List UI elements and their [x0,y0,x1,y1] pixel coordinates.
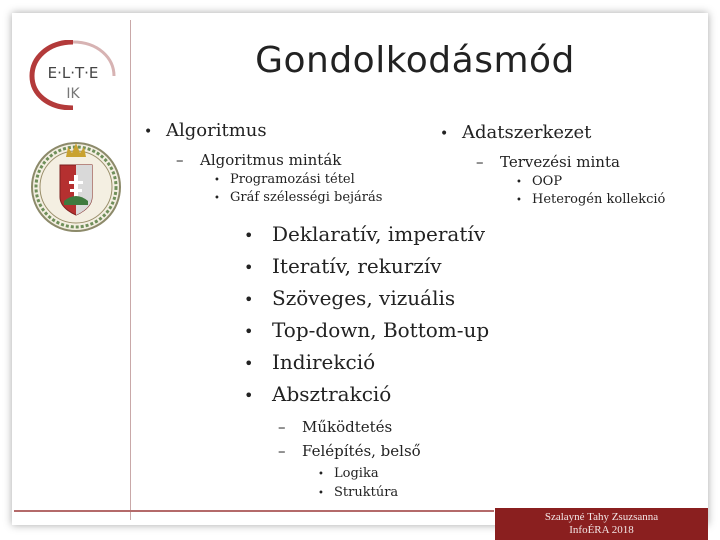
list-item: • Heterogén kollekció [516,192,666,207]
logo-text: E·L·T·E [47,64,99,82]
left-heading: Algoritmus [166,120,267,141]
right-sub: Tervezési minta [500,153,620,171]
list-item: • Programozási tétel [214,172,355,187]
list-item: • Top-down, Bottom-up [244,318,490,342]
right-sub-item: – Tervezési minta [476,153,620,171]
left-column [144,120,382,205]
elte-ik-logo [28,40,118,110]
list-item: – Felépítés, belső [278,442,421,460]
page-title: Gondolkodásmód [255,40,575,81]
footer-author: Szalayné Tahy Zsuzsanna [544,511,659,523]
left-divider [130,20,131,520]
left-heading-item: • Algoritmus [144,120,267,141]
list-item: • Iteratív, rekurzív [244,254,442,278]
list-item: • Szöveges, vizuális [244,286,456,310]
left-sub-item: – Algoritmus minták [176,151,342,169]
right-column [440,122,665,207]
list-item: – Működtetés [278,418,393,436]
right-heading-item: • Adatszerkezet [440,122,592,143]
list-item: • Logika [318,466,379,481]
footer-banner [495,508,708,540]
middle-list [244,222,489,504]
university-seal [28,135,124,235]
list-item: • Deklaratív, imperatív [244,222,486,246]
footer-event: InfoÉRA 2018 [569,524,634,536]
list-item: • OOP [516,174,563,189]
logo-sub-text: IK [66,86,80,102]
list-item: • Indirekció [244,350,376,374]
list-item: • Absztrakció [244,382,392,406]
left-sub: Algoritmus minták [200,151,342,169]
bottom-divider [14,510,494,512]
list-item: • Gráf szélességi bejárás [214,190,383,205]
list-item: • Struktúra [318,485,399,500]
right-heading: Adatszerkezet [462,122,592,143]
